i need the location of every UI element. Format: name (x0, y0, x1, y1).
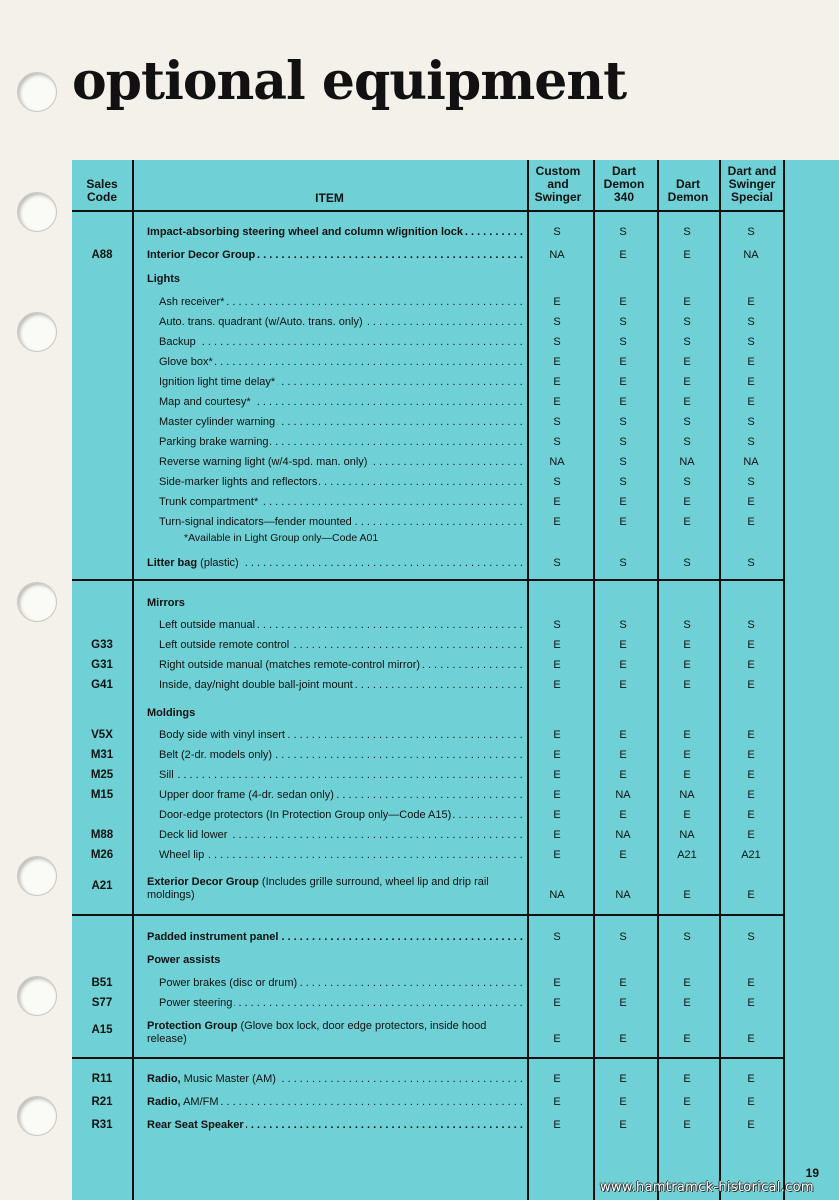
sales-code: M31 (90, 749, 114, 761)
availability-value: E (683, 729, 691, 741)
availability-value: E (619, 679, 627, 691)
availability-value: E (747, 729, 755, 741)
availability-value: E (619, 496, 627, 508)
item-text: Map and courtesy* (159, 396, 251, 408)
availability-value: E (619, 376, 627, 388)
availability-value: E (747, 997, 755, 1009)
item-text: Moldings (147, 707, 196, 719)
availability-value: S (683, 931, 691, 943)
item-text: Mirrors (147, 597, 185, 609)
availability-value: S (747, 436, 755, 448)
item-text: Impact-absorbing steering wheel and column w/ignition lock (147, 226, 463, 238)
item-text: Master cylinder warning (159, 416, 276, 428)
binder-hole (17, 72, 57, 112)
availability-value: E (683, 1073, 691, 1085)
item-text: Backup (159, 336, 196, 348)
availability-value: E (747, 396, 755, 408)
header-dart-demon: Dart Demon (667, 177, 709, 204)
item-label (147, 226, 525, 239)
item-label (147, 273, 525, 286)
availability-value: E (619, 809, 627, 821)
availability-value: NA (549, 889, 565, 901)
availability-value: S (553, 931, 561, 943)
availability-value: E (619, 849, 627, 861)
item-label (147, 1020, 525, 1046)
sales-code: A88 (91, 249, 113, 261)
item-label (147, 1119, 525, 1132)
availability-value: E (747, 679, 755, 691)
availability-value: E (683, 1033, 691, 1045)
item-text: Left outside manual (159, 619, 256, 631)
availability-value: S (683, 336, 691, 348)
item-label (159, 496, 525, 509)
sales-code: R31 (91, 1119, 113, 1131)
item-label (159, 396, 525, 409)
availability-value: E (553, 296, 561, 308)
equipment-table (72, 160, 839, 1200)
item-text: Auto. trans. quadrant (w/Auto. trans. only) (159, 316, 363, 328)
availability-value: NA (679, 829, 695, 841)
availability-value: E (553, 639, 561, 651)
availability-value: E (683, 356, 691, 368)
availability-value: S (619, 931, 627, 943)
sales-code: R11 (91, 1073, 113, 1085)
availability-value: S (747, 619, 755, 631)
page-title: optional equipment (72, 51, 627, 112)
binder-hole (17, 582, 57, 622)
availability-value: E (683, 679, 691, 691)
item-label (159, 997, 525, 1010)
availability-value: S (619, 619, 627, 631)
item-label (159, 336, 525, 349)
item-text: Left outside remote control (159, 639, 290, 651)
item-label (159, 639, 525, 652)
availability-value: S (683, 619, 691, 631)
availability-value: E (553, 729, 561, 741)
availability-value: A21 (677, 849, 697, 861)
item-bold-label: Exterior Decor Group (147, 876, 259, 888)
item-text: Power steering (159, 997, 233, 1009)
item-label (147, 557, 525, 570)
header-dart-and-swinger-special: Dart and Swinger Special (727, 164, 777, 204)
binder-hole (17, 976, 57, 1016)
availability-value: E (553, 789, 561, 801)
availability-value: E (747, 749, 755, 761)
availability-value: E (619, 356, 627, 368)
availability-value: E (619, 396, 627, 408)
availability-value: A21 (741, 849, 761, 861)
availability-value: E (683, 639, 691, 651)
item-label (147, 1096, 525, 1109)
item-label (147, 954, 525, 967)
availability-value: S (747, 226, 755, 238)
item-detail: AM/FM (180, 1096, 219, 1108)
availability-value: E (747, 296, 755, 308)
availability-value: E (619, 516, 627, 528)
section-rule (72, 914, 785, 916)
availability-value: E (619, 249, 627, 261)
item-text: Ignition light time delay* (159, 376, 276, 388)
availability-value: E (683, 1119, 691, 1131)
item-text: Parking brake warning (159, 436, 269, 448)
sales-code: R21 (91, 1096, 113, 1108)
item-label (159, 356, 525, 369)
availability-value: S (683, 416, 691, 428)
availability-value: NA (549, 456, 565, 468)
availability-value: E (747, 1096, 755, 1108)
item-bold-label: Protection Group (147, 1020, 238, 1032)
availability-value: E (747, 889, 755, 901)
sales-code: M25 (90, 769, 114, 781)
availability-value: E (619, 1073, 627, 1085)
item-text: Side-marker lights and reflectors (159, 476, 318, 488)
item-detail: (Includes grille surround, wheel lip and drip rail moldings) (147, 876, 489, 901)
availability-value: E (747, 1033, 755, 1045)
item-label (159, 376, 525, 389)
availability-value: E (553, 829, 561, 841)
item-text: Right outside manual (matches remote-control mirror) (159, 659, 421, 671)
availability-value: E (747, 789, 755, 801)
item-label (159, 416, 525, 429)
item-label (159, 296, 525, 309)
availability-value: NA (679, 456, 695, 468)
item-label (159, 849, 525, 862)
availability-value: E (553, 396, 561, 408)
item-bold-label: Radio, (147, 1096, 181, 1108)
availability-value: S (683, 316, 691, 328)
availability-value: E (683, 296, 691, 308)
item-label (159, 749, 525, 762)
availability-value: S (619, 336, 627, 348)
header-custom-and-swinger: Custom and Swinger (534, 164, 582, 204)
availability-value: E (553, 356, 561, 368)
header-item: ITEM (315, 191, 344, 205)
availability-value: E (553, 997, 561, 1009)
sales-code: G31 (91, 659, 113, 671)
availability-value: E (553, 769, 561, 781)
binder-hole (17, 312, 57, 352)
sales-code: A21 (91, 880, 113, 892)
item-text: Padded instrument panel (147, 931, 279, 943)
availability-value: E (747, 809, 755, 821)
availability-value: NA (615, 889, 631, 901)
availability-value: E (553, 749, 561, 761)
item-text: Rear Seat Speaker (147, 1119, 244, 1131)
section-rule (72, 579, 785, 581)
sales-code: G41 (91, 679, 113, 691)
item-label (147, 597, 525, 610)
availability-value: S (553, 476, 561, 488)
item-label (147, 1073, 525, 1086)
availability-value: E (553, 1119, 561, 1131)
item-text: Body side with vinyl insert (159, 729, 285, 741)
availability-value: S (747, 336, 755, 348)
item-detail: (Glove box lock, door edge protectors, inside hood release) (147, 1020, 487, 1045)
availability-value: E (747, 977, 755, 989)
availability-value: NA (615, 829, 631, 841)
availability-value: S (683, 476, 691, 488)
sales-code: M88 (90, 829, 114, 841)
availability-value: S (619, 557, 627, 569)
item-label (159, 769, 525, 782)
sales-code: S77 (91, 997, 113, 1009)
item-bold-label: Radio, (147, 1073, 181, 1085)
item-detail: Music Master (AM) (180, 1073, 276, 1085)
availability-value: E (747, 496, 755, 508)
availability-value: NA (679, 789, 695, 801)
availability-value: E (553, 977, 561, 989)
availability-value: E (683, 249, 691, 261)
item-label (147, 707, 525, 720)
availability-value: NA (743, 456, 759, 468)
availability-value: E (553, 1073, 561, 1085)
item-label (159, 789, 525, 802)
availability-value: E (553, 809, 561, 821)
sales-code: M15 (90, 789, 114, 801)
availability-value: S (553, 416, 561, 428)
footnote: *Available in Light Group only—Code A01 (184, 532, 379, 544)
item-label (159, 436, 525, 449)
item-text: Ash receiver* (159, 296, 225, 308)
availability-value: S (619, 416, 627, 428)
header-sales-code: Sales Code (86, 177, 118, 204)
availability-value: S (683, 557, 691, 569)
availability-value: E (553, 659, 561, 671)
availability-value: S (747, 416, 755, 428)
availability-value: E (553, 496, 561, 508)
availability-value: E (683, 516, 691, 528)
availability-value: E (747, 376, 755, 388)
watermark: www.hamtramck-historical.com (600, 1180, 814, 1195)
availability-value: S (619, 226, 627, 238)
item-label (159, 977, 525, 990)
item-text: Sill (159, 769, 174, 781)
item-text: Belt (2-dr. models only) (159, 749, 273, 761)
item-label (147, 249, 525, 262)
column-divider (132, 160, 134, 1200)
availability-value: E (619, 296, 627, 308)
availability-value: E (619, 1033, 627, 1045)
availability-value: E (553, 376, 561, 388)
availability-value: E (683, 889, 691, 901)
availability-value: E (619, 729, 627, 741)
item-text: Wheel lip (159, 849, 205, 861)
availability-value: S (553, 226, 561, 238)
header-rule (72, 210, 785, 212)
availability-value: S (619, 436, 627, 448)
item-label (159, 809, 525, 822)
item-label (159, 659, 525, 672)
availability-value: E (683, 769, 691, 781)
sales-code: G33 (91, 639, 113, 651)
availability-value: E (683, 1096, 691, 1108)
availability-value: S (553, 557, 561, 569)
sales-code: A15 (91, 1024, 113, 1036)
availability-value: S (683, 226, 691, 238)
availability-value: S (747, 931, 755, 943)
availability-value: E (747, 1119, 755, 1131)
item-label (147, 876, 525, 902)
availability-value: S (747, 316, 755, 328)
availability-value: S (619, 456, 627, 468)
availability-value: S (619, 316, 627, 328)
availability-value: E (747, 639, 755, 651)
availability-value: S (553, 619, 561, 631)
availability-value: E (553, 679, 561, 691)
availability-value: E (683, 396, 691, 408)
item-label (159, 456, 525, 469)
item-text: Power brakes (disc or drum) (159, 977, 298, 989)
item-text: Interior Decor Group (147, 249, 256, 261)
availability-value: E (553, 849, 561, 861)
availability-value: E (683, 496, 691, 508)
availability-value: S (553, 316, 561, 328)
item-text: Inside, day/night double ball-joint mount (159, 679, 353, 691)
page-number: 19 (805, 1166, 819, 1180)
item-label (159, 476, 525, 489)
binder-hole (17, 1096, 57, 1136)
availability-value: E (619, 1119, 627, 1131)
item-text: Glove box* (159, 356, 213, 368)
item-label (159, 679, 525, 692)
item-text: Turn-signal indicators—fender mounted (159, 516, 352, 528)
availability-value: E (683, 997, 691, 1009)
item-text: Door-edge protectors (In Protection Group only—Code A15) (159, 809, 452, 821)
item-label (159, 316, 525, 329)
availability-value: E (683, 809, 691, 821)
item-label (159, 829, 525, 842)
availability-value: S (553, 436, 561, 448)
binder-hole (17, 192, 57, 232)
availability-value: E (619, 997, 627, 1009)
sales-code: M26 (90, 849, 114, 861)
item-text: Upper door frame (4-dr. sedan only) (159, 789, 334, 801)
column-divider (783, 160, 785, 1200)
availability-value: E (747, 659, 755, 671)
item-text: Lights (147, 273, 180, 285)
availability-value: NA (743, 249, 759, 261)
availability-value: E (747, 516, 755, 528)
item-label (147, 931, 525, 944)
availability-value: E (553, 1033, 561, 1045)
sales-code: B51 (91, 977, 113, 989)
availability-value: E (747, 356, 755, 368)
availability-value: S (683, 436, 691, 448)
item-text: Deck lid lower (159, 829, 228, 841)
item-bold-label: Litter bag (147, 557, 198, 569)
section-rule (72, 1057, 785, 1059)
availability-value: E (619, 659, 627, 671)
item-text: Power assists (147, 954, 221, 966)
availability-value: E (747, 829, 755, 841)
availability-value: E (683, 977, 691, 989)
availability-value: NA (615, 789, 631, 801)
availability-value: S (619, 476, 627, 488)
item-text: Reverse warning light (w/4-spd. man. only) (159, 456, 368, 468)
header-dart-demon-340: Dart Demon 340 (603, 164, 645, 204)
availability-value: E (683, 749, 691, 761)
availability-value: E (619, 749, 627, 761)
item-label (159, 516, 525, 529)
availability-value: E (747, 769, 755, 781)
sales-code: V5X (91, 729, 113, 741)
availability-value: S (747, 476, 755, 488)
availability-value: E (683, 376, 691, 388)
availability-value: E (553, 516, 561, 528)
item-detail: (plastic) (197, 557, 239, 569)
availability-value: E (619, 769, 627, 781)
availability-value: S (553, 336, 561, 348)
availability-value: E (683, 659, 691, 671)
availability-value: E (619, 977, 627, 989)
availability-value: NA (549, 249, 565, 261)
availability-value: E (553, 1096, 561, 1108)
item-text: Trunk compartment* (159, 496, 259, 508)
item-label (159, 619, 525, 632)
binder-hole (17, 856, 57, 896)
availability-value: S (747, 557, 755, 569)
availability-value: E (619, 639, 627, 651)
availability-value: E (619, 1096, 627, 1108)
availability-value: E (747, 1073, 755, 1085)
item-label (159, 729, 525, 742)
